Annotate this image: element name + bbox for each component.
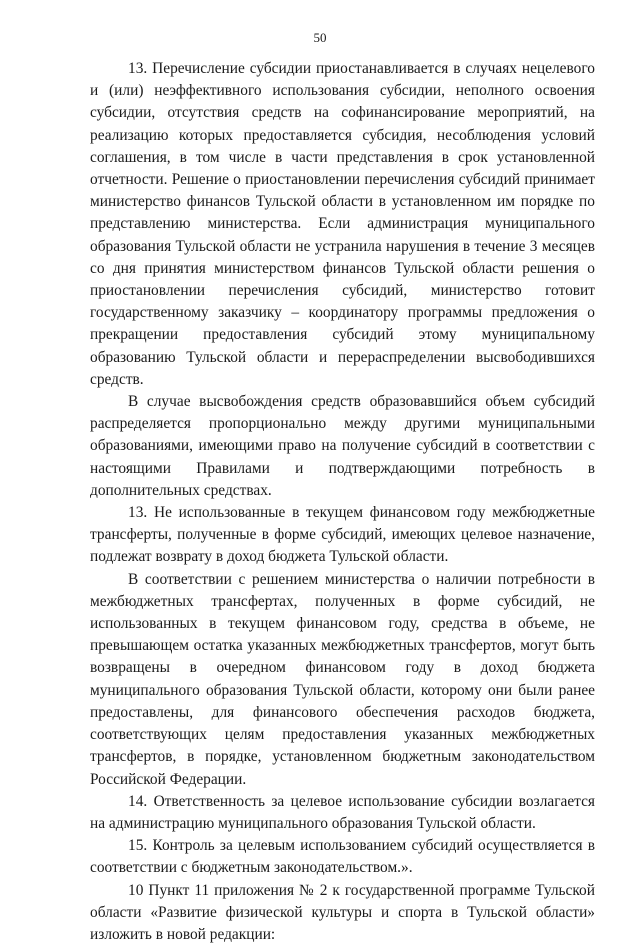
paragraph-13-suspension: 13. Перечисление субсидии приостанавливается в случаях нецелевого и (или) неэффективного использования субсидии, неполного освоения субсидии, отсутствия средств на софинансирование мероприятий, на реализацию которых предоставляется субсидия, несоблюдения условий соглашения, в том числе в части представления в срок установленной отчетности. Решение о приостановлении перечисления субсидий принимает министерство финансов Тульской области в установленном им порядке по представлению министерства. Если администрация муниципального образования Тульской области не устранила нарушения в течение 3 месяцев со дня принятия министерством финансов Тульской области решения о приостановлении перечисления субсидий, министерство готовит государственному заказчику – координатору программы предложения о прекращении предоставления субсидий этому муниципальному образованию Тульской области и перераспределении высвободившихся средств. [90,60,595,388]
paragraph-10-amendment: 10 Пункт 11 приложения № 2 к государственной программе Тульской области «Развитие физической культуры и спорта в Тульской области» изложить в новой редакции: [90,881,595,943]
paragraph-13-unused-transfers: 13. Не использованные в текущем финансовом году межбюджетные трансферты, полученные в форме субсидий, имеющих целевое назначение, подлежат возврату в доход бюджета Тульской области. [90,504,595,566]
paragraph-14-responsibility: 14. Ответственность за целевое использование субсидии возлагается на администрацию муниципального образования Тульской области. [90,792,595,832]
paragraph-15-control: 15. Контроль за целевым использованием субсидий осуществляется в соответствии с бюджетным законодательством.». [90,837,595,877]
paragraph-released-funds: В случае высвобождения средств образовавшийся объем субсидий распределяется пропорционально между другими муниципальными образованиями, имеющими право на получение субсидий в соответствии с настоящими Правилами и подтверждающими потребность в дополнительных средствах. [90,393,595,499]
document-body [90,58,595,946]
paragraph-return-decision: В соответствии с решением министерства о наличии потребности в межбюджетных трансфертах, полученных в форме субсидий, не использованных в текущем финансовом году, средства в объеме, не превышающем остатка указанных межбюджетных трансфертов, могут быть возвращены в очередном финансовом году в доход бюджета муниципального образования Тульской области, которому они были ранее предоставлены, для финансового обеспечения расходов бюджета, соответствующих целям предоставления указанных межбюджетных трансфертов, в порядке, установленном бюджетным законодательством Российской Федерации. [90,570,595,788]
page-number: 50 [313,30,327,45]
